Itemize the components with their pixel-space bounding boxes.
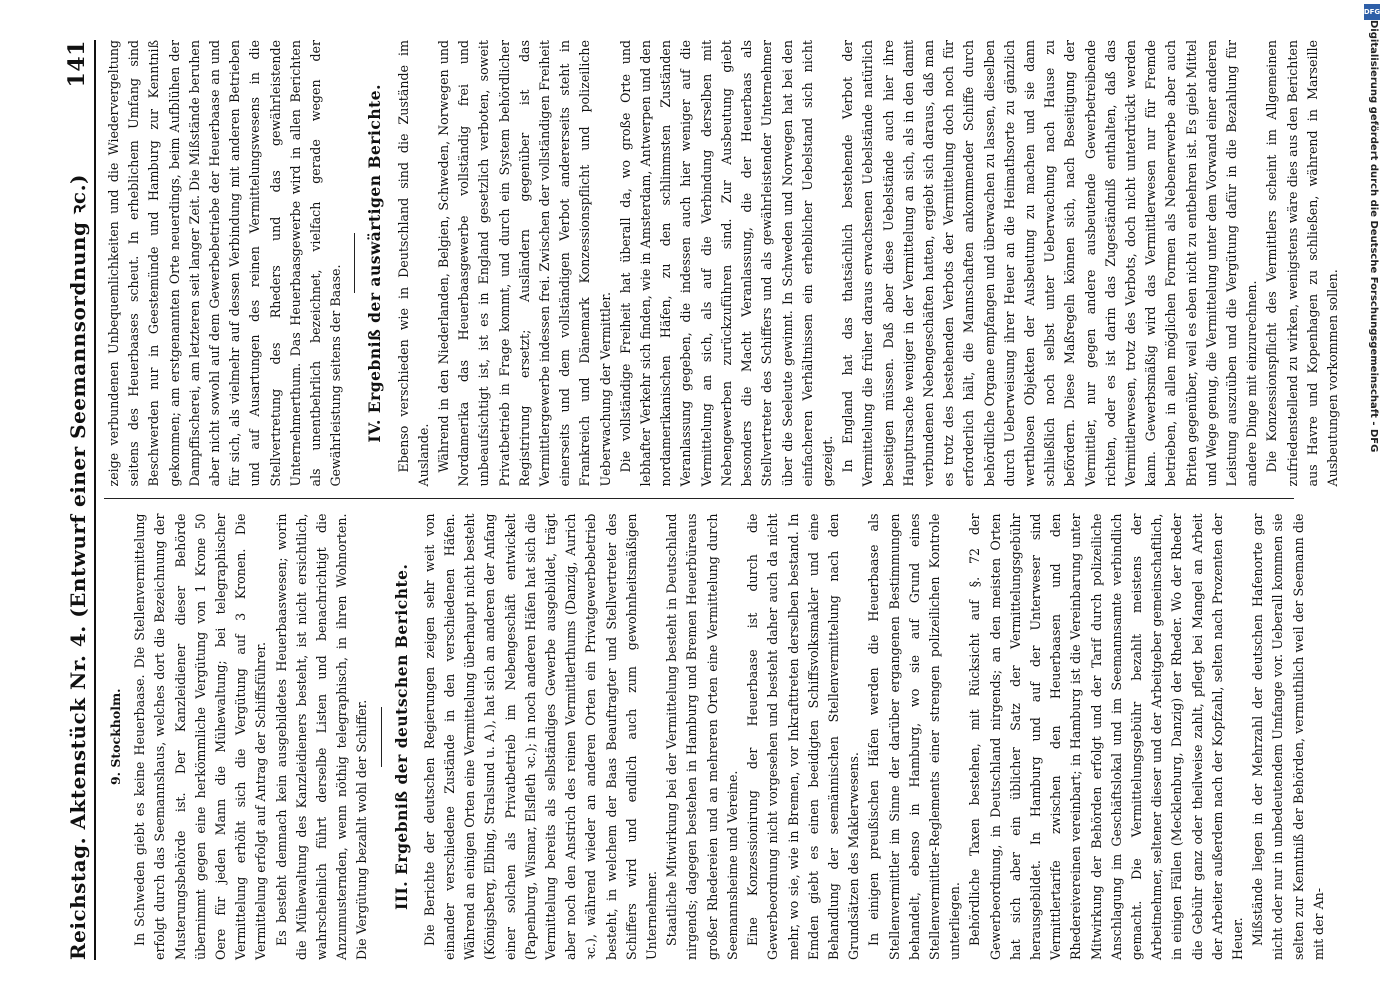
page-content <box>60 40 1340 960</box>
running-header <box>60 40 96 960</box>
text-columns <box>104 40 1340 960</box>
page-number: 141 <box>64 40 90 88</box>
column-right <box>104 40 1340 500</box>
paragraph: Die Berichte der deutschen Regierungen zeigen sehr weit von einander verschiedene Zustände in den verschiedenen Häfen. Während an einigen Orten eine Vermittelung überhaupt nicht besteht (Königsberg, Elbing, Stralsund u. A.), hat sich an anderen der Anfang einer solchen als Privatbetrieb im Nebengeschäft entwickelt (Papenburg, Wismar, Elsfleth ꝛc.); in noch anderen Häfen hat sich die Vermittelung bereits als selbständiges Gewerbe ausgebildet, trägt aber noch den Anstrich des reinen Vermittlerthums (Danzig, Aurich ꝛc.), während wieder an anderen Orten ein Privatgewerbebetrieb besteht, in welchem der Baas Beauftragter und Stellvertreter des Schiffers wird und endlich auch zum gewohnheitsmäßigen Unternehmer. <box>421 513 660 960</box>
section-heading-iv: IV. Ergebniß der auswärtigen Berichte. <box>365 83 385 443</box>
digitization-note <box>1363 20 1379 1000</box>
paragraph: In einigen preußischen Häfen werden die Heuerbaase als Stellenvermittler im Sinne der darüber ergangenen Bestimmungen behandelt, ebenso in Hamburg, wo sie auf Grund eines Stellenvermittler-Reglements einer strengen polizeilichen Kontrole unterliegen. <box>866 513 963 960</box>
paragraph: Mißstände liegen in der Mehrzahl der deutschen Hafenorte gar nicht oder nur in unbedeutendem Umfange vor. Ueberall kommen sie selten zur Kenntniß der Behörden, vermuthlich weil der Seemann die mit der An- <box>1250 513 1326 960</box>
paragraph: Es besteht demnach kein ausgebildetes Heuerbaaswesen; worin die Mühewaltung des Kanzleidieners besteht, ist nicht ersichtlich, wahrscheinlich führt derselbe Listen und benachrichtigt die Anzumusternden, wenn nöthig telegraphisch, in ihren Wohnorten. Die Vergütung bezahlt wohl der Schiffer. <box>273 513 370 960</box>
divider <box>354 233 355 293</box>
digitization-note-text: Digitalisierung gefördert durch die Deutsche Forschungsgemeinschaft - DFG <box>1368 20 1379 453</box>
header-title: Reichstag. Aktenstück Nr. 4. (Entwurf einer Seemannsordnung ꝛc.) <box>65 173 90 960</box>
paragraph: In England hat das thatsächlich bestehende Verbot der Vermittelung die früher daraus erwachsenen Uebelstände natürlich beseitigen müssen. Daß aber diese Uebelstände auch hier ihre Hauptursache weniger in der Vermittelung an sich, als in den damit verbundenen Nebengeschäften hatten, ergiebt sich daraus, daß man es trotz des bestehenden Verbots der Vermittelung doch noch für erforderlich hält, die Mannschaften ankommender Schiffe durch behördliche Organe empfangen und überwachen zu lassen, dieselben durch Ueberweisung ihrer Heuer an die Heimathsorte zu gänzlich werthlosen Objekten der Ausbeutung zu machen und sie dann schließlich noch selbst unter Ueberwachung nach Hause zu befördern. Diese Maßregeln können sich, nach Beseitigung der Vermittler, nur gegen andere ausbeutende Gewerbetreibende richten, oder es ist darin das Zugeständniß enthalten, daß das Vermittlerwesen, trotz des Verbots, doch nicht unterdrückt werden kann. Gewerbsmäßig wird das Vermittlerwesen nur für Fremde betrieben, in allen möglichen Formen als Nebenerwerbe aber auch Briten gegenüber, weil es eben nicht zu entbehren ist. Es giebt Mittel und Wege genug, die Vermittelung unter dem Vorwand einer anderen Leistung auszuüben und die Vergütung dafür in die Bezahlung für andere Dinge mit einzurechnen. <box>840 40 1260 487</box>
column-left <box>104 513 1326 961</box>
paragraph: Behördliche Taxen bestehen, mit Rücksicht auf §. 72 der Gewerbeordnung, in Deutschland nirgends; an den meisten Orten hat sich aber ein üblicher Satz der Vermittelungsgebühr herausgebildet. In Hamburg und auf der Unterweser sind Vermittlertarife zwischen den Heuerbaasen und den Rhedereivereinen vereinbart; in Hamburg ist die Vereinbarung unter Mitwirkung der Behörden erfolgt und der Tarif durch polizeiliche Anschlagung im Geschäftslokal und im Seemannsamte verbindlich gemacht. Die Vermittelungsgebühr bezahlt meistens der Arbeitnehmer, seltener dieser und der Arbeitgeber gemeinschaftlich, in einigen Fällen (Mecklenburg, Danzig) der Rheder. Wo der Rheder die Gebühr ganz oder theilweise zahlt, pflegt bei Mangel an Arbeit der Arbeiter außerdem nach der Kopfzahl, selten nach Prozenten der Heuer. <box>967 513 1245 960</box>
paragraph: Die vollständige Freiheit hat überall da, wo große Orte und lebhafter Verkehr sich finden, wie in Amsterdam, Antwerpen und den nordamerikanischen Häfen, zu den schlimmsten Zuständen Veranlassung gegeben, die indessen auch hier weniger auf die Vermittelung an sich, als auf die Verbindung derselben mit Nebengewerben zurückzuführen sind. Zur Ausbeutung giebt besonders die Macht Veranlassung, die der Heuerbaas als Stellvertreter des Schiffers und als gewährleistender Unternehmer über die Seeleute gewinnt. In Schweden und Norwegen hat bei den einfacheren Verhältnissen ein erheblicher Uebelstand sich nicht gezeigt. <box>617 40 835 487</box>
paragraph: In Schweden giebt es keine Heuerbaase. Die Stellenvermittelung erfolgt durch das Seemannshaus, welches dort die Bezeichnung der Musterungsbehörde ist. Der Kanzleidiener dieser Behörde übernimmt gegen eine herkömmliche Vergütung von 1 Krone 50 Oere für jeden Mann die Mühewaltung; bei telegraphischer Vermittelung erhöht sich die Vergütung auf 3 Kronen. Die Vermittelung erfolgt auf Antrag der Schiffsführer. <box>132 513 269 960</box>
paragraph: Staatliche Mitwirkung bei der Vermittelung besteht in Deutschland nirgends; dagegen bestehen in Hamburg und Bremen Heuerbüreaus großer Rhedereien und an mehreren Orten eine Vermittelung durch Seemannsheime und Vereine. <box>664 513 740 960</box>
paragraph: zeige verbundenen Unbequemlichkeiten und die Wiedervergeltung seitens des Heuerbaases scheut. In erheblichem Umfang sind Beschwerden nur in Geestemünde und Hamburg zur Kenntniß gekommen; am erstgenannten Orte neuerdings, beim Aufblühen der Dampffischerei, am letzteren seit langer Zeit. Die Mißstände beruhen aber nicht sowohl auf dem Gewerbebetriebe der Heuerbaase an und für sich, als vielmehr auf dessen Verbindung mit anderen Betrieben und auf Ausartungen des reinen Vermittelungswesens in die Stellvertretung des Rheders und das gewährleistende Unternehmerthum. Das Heuerbaasgewerbe wird in allen Berichten als unentbehrlich bezeichnet, vielfach gerade wegen der Gewährleistung seitens der Baase. <box>106 40 344 487</box>
section-heading-iii: III. Ergebniß der deutschen Berichte. <box>391 563 411 910</box>
subheading-stockholm: 9. Stockholm. <box>108 688 123 786</box>
paragraph: Ebenso verschieden wie in Deutschland sind die Zustände im Auslande. <box>395 40 431 487</box>
divider <box>381 707 382 767</box>
paragraph: Während in den Niederlanden, Belgien, Schweden, Norwegen und Nordamerika das Heuerbaasgewerbe vollständig frei und unbeaufsichtigt ist, ist es in England gesetzlich verboten, soweit Privatbetrieb in Frage kommt, und durch ein System behördlicher Registrirung ersetzt; Ausländern gegenüber ist das Vermittlergewerbe indessen frei. Zwischen der vollständigen Freiheit einerseits und dem vollständigen Verbot andererseits steht in Frankreich und Dänemark Konzessionspflicht und polizeiliche Ueberwachung der Vermittler. <box>436 40 613 487</box>
paragraph: Die Konzessionspflicht des Vermittlers scheint im Allgemeinen zufriedenstellend zu wirken, wenigstens wäre dies aus den Berichten aus Havre und Kopenhagen zu schließen, während in Marseille Ausbeutungen vorkommen sollen. <box>1264 40 1340 487</box>
paragraph: Eine Konzessionirung der Heuerbaase ist durch die Gewerbeordnung nicht vorgesehen und besteht daher auch da nicht mehr, wo sie, wie in Bremen, vor Inkrafttreten derselben bestand. In Emden giebt es einen beeidigten Schiffsvolksmakler und eine Behandlung der seemännischen Stellenvermittelung nach den Grundsätzen des Maklerwesens. <box>745 513 862 960</box>
dfg-logo: DFG <box>1364 4 1380 20</box>
